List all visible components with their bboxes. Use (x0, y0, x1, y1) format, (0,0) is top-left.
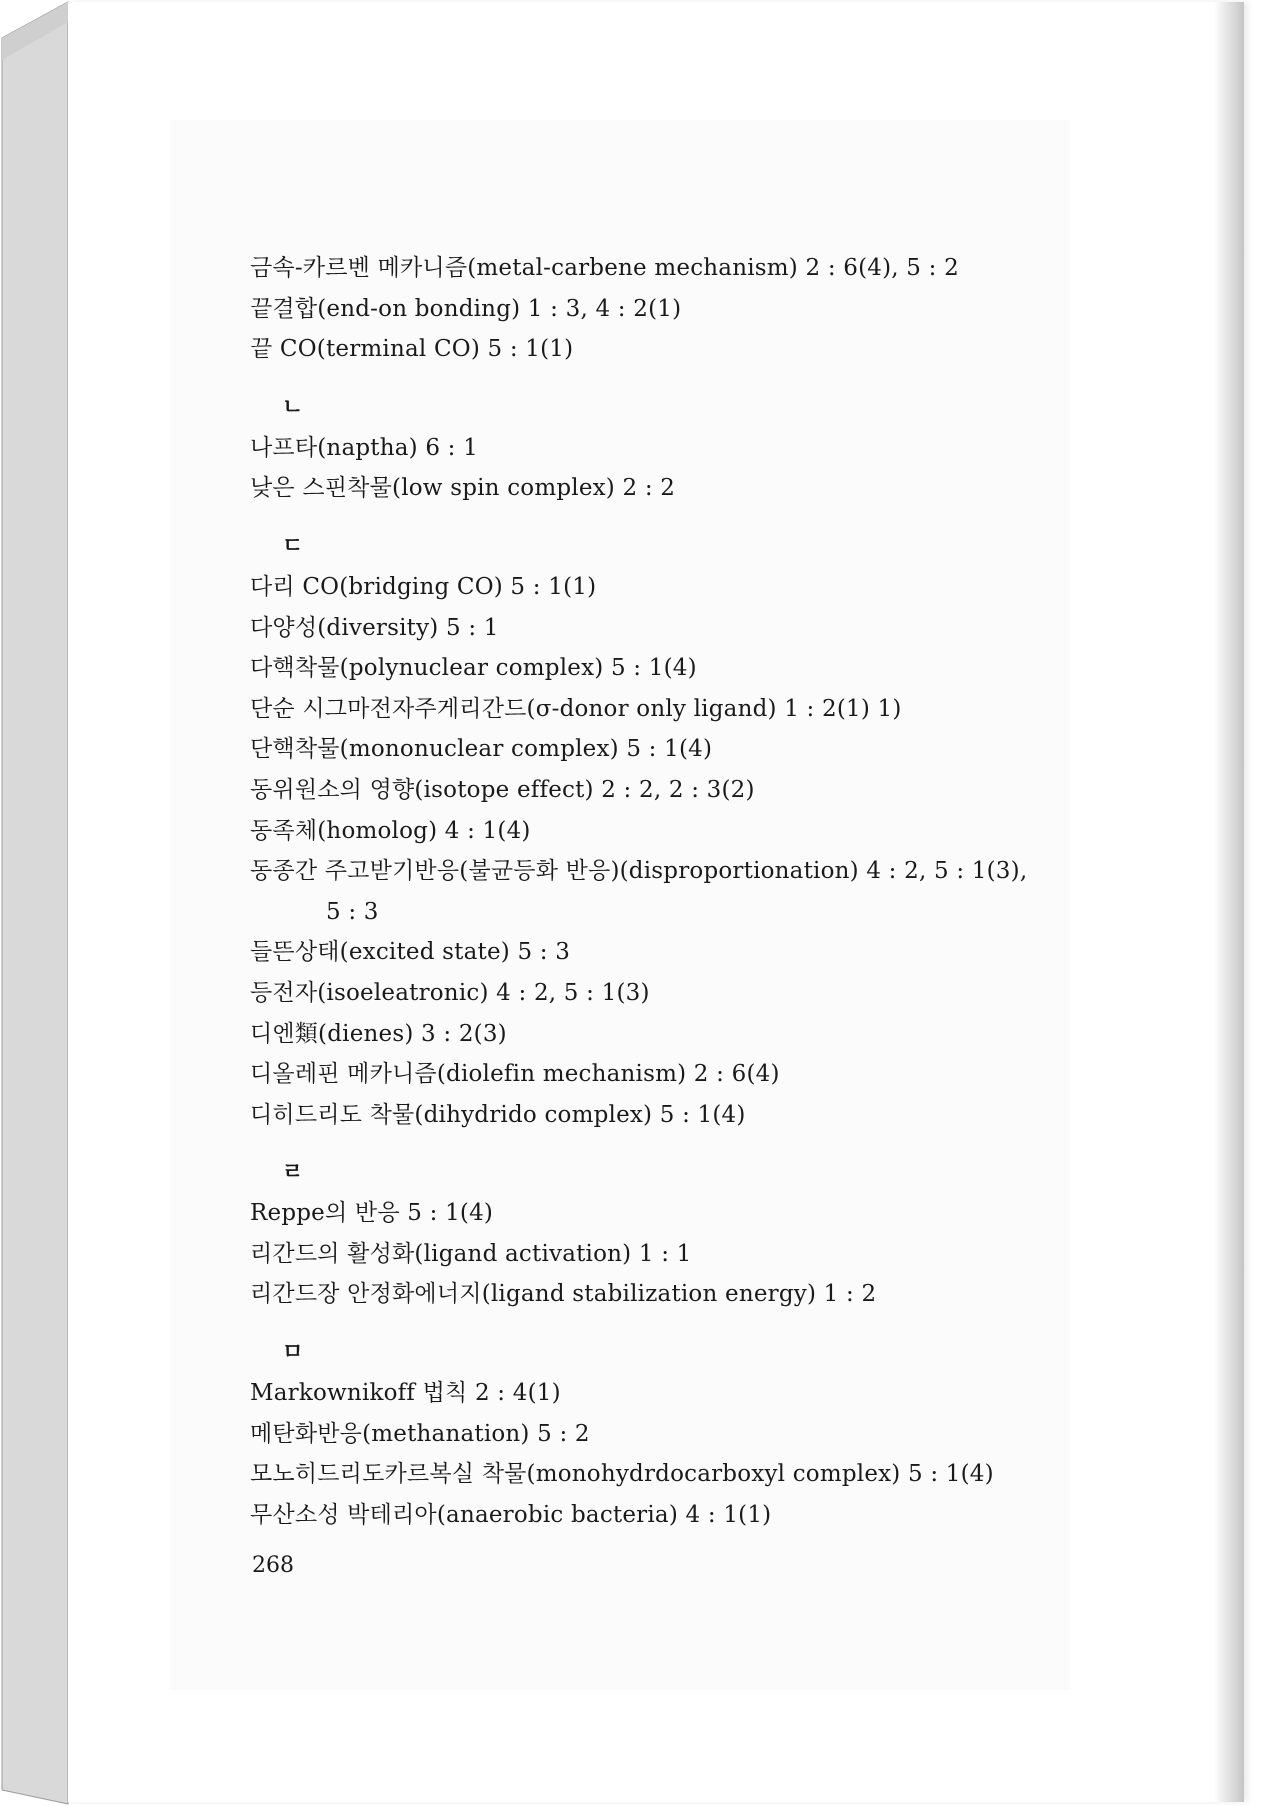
index-entry: 단순 시그마전자주게리간드(σ-donor only ligand) 1 : 2(1) 1) (250, 695, 902, 722)
index-entry: 리간드장 안정화에너지(ligand stabilization energy) 1 : 2 (250, 1281, 877, 1308)
section-heading: ㄹ (282, 1159, 304, 1186)
index-entry: 금속-카르벤 메카니즘(metal-carbene mechanism) 2 : 6(4), 5 : 2 (250, 255, 959, 281)
index-entry: 무산소성 박테리아(anaerobic bacteria) 4 : 1(1) (250, 1501, 772, 1528)
index-entry: 동위원소의 영향(isotope effect) 2 : 2, 2 : 3(2) (250, 776, 755, 803)
page-number: 268 (252, 1553, 294, 1578)
index-entry: 다양성(diversity) 5 : 1 (250, 614, 499, 641)
index-entry: 단핵착물(mononuclear complex) 5 : 1(4) (250, 736, 713, 763)
section-heading: ㄷ (282, 532, 304, 559)
index-entry: 끝결합(end-on bonding) 1 : 3, 4 : 2(1) (250, 295, 682, 322)
index-entry: 동족체(homolog) 4 : 1(4) (250, 817, 531, 844)
index-entry: 끝 CO(terminal CO) 5 : 1(1) (250, 336, 574, 363)
page-edge-shadow (1214, 2, 1244, 1802)
index-entry: 나프타(naptha) 6 : 1 (250, 434, 478, 461)
index-entry: Markownikoff 법칙 2 : 4(1) (250, 1380, 561, 1407)
index-entry: 다리 CO(bridging CO) 5 : 1(1) (250, 573, 597, 600)
index-entry: 디엔類(dienes) 3 : 2(3) (250, 1020, 507, 1047)
index-entry: 메탄화반응(methanation) 5 : 2 (250, 1420, 590, 1447)
index-entry: Reppe의 반응 5 : 1(4) (250, 1200, 494, 1227)
index-entry: 디올레핀 메카니즘(diolefin mechanism) 2 : 6(4) (250, 1061, 780, 1088)
index-entry: 들뜬상태(excited state) 5 : 3 (250, 939, 571, 966)
index-entry: 낮은 스핀착물(low spin complex) 2 : 2 (250, 475, 676, 502)
index-entry: 등전자(isoeleatronic) 4 : 2, 5 : 1(3) (250, 979, 650, 1006)
section-heading: ㄴ (282, 393, 304, 420)
index-entry: 동종간 주고받기반응(불균등화 반응)(disproportionation) 4 : 2, 5 : 1(3), (250, 858, 1028, 885)
index-entry: 디히드리도 착물(dihydrido complex) 5 : 1(4) (250, 1101, 746, 1128)
index-entry: 리간드의 활성화(ligand activation) 1 : 1 (250, 1240, 692, 1267)
index-text-block (250, 248, 1150, 1535)
section-heading: ㅁ (282, 1339, 304, 1366)
index-entry: 모노히드리도카르복실 착물(monohydrdocarboxyl complex) 5 : 1(4) (250, 1461, 994, 1488)
index-entry-continuation: 5 : 3 (326, 898, 379, 925)
index-entry: 다핵착물(polynuclear complex) 5 : 1(4) (250, 655, 697, 682)
